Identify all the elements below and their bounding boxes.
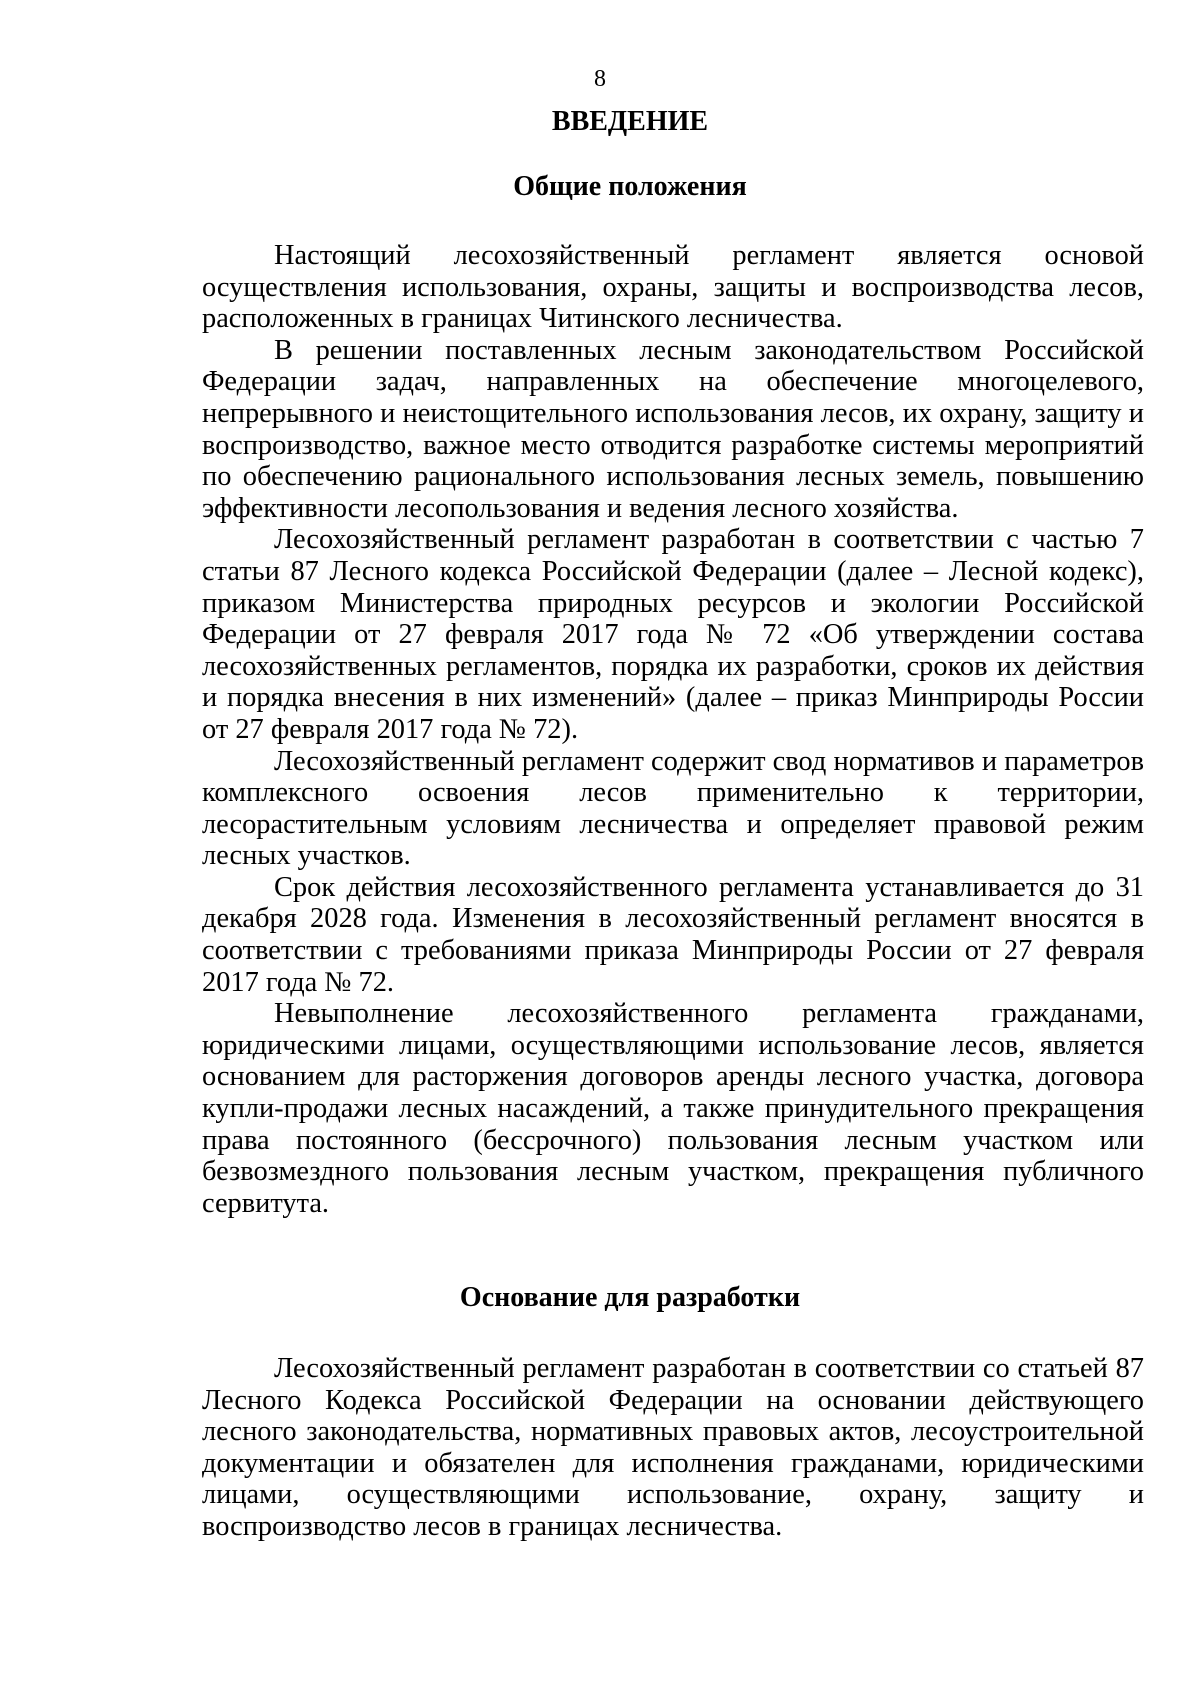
- paragraph: Настоящий лесохозяйственный регламент является основой осуществления использования, охраны, защиты и воспроизводства лесов, расположенных в границах Читинского лесничества.: [202, 240, 1144, 335]
- paragraph: Лесохозяйственный регламент разработан в соответствии с частью 7 статьи 87 Лесного кодекса Российской Федерации (далее – Лесной кодекс), приказом Министерства природных ресурсов и экологии Российской Федерации от 27 февраля 2017 года № 72 «Об утверждении состава лесохозяйственных регламентов, порядка их разработки, сроков их действия и порядка внесения в них изменений» (далее – приказ Минприроды России от 27 февраля 2017 года № 72).: [202, 524, 1144, 745]
- section-title-development-basis: Основание для разработки: [459, 1282, 801, 1313]
- general-provisions-text: [202, 240, 1144, 1219]
- paragraph: Лесохозяйственный регламент разработан в соответствии со статьей 87 Лесного Кодекса Российской Федерации на основании действующего лесного законодательства, нормативных правовых актов, лесоустроительной документации и обязателен для исполнения гражданами, юридическими лицами, осуществляющими использование, охрану, защиту и воспроизводство лесов в границах лесничества.: [202, 1353, 1144, 1542]
- paragraph: Невыполнение лесохозяйственного регламента гражданами, юридическими лицами, осуществляющими использование лесов, является основанием для расторжения договоров аренды лесного участка, договора купли-продажи лесных насаждений, а также принудительного прекращения права постоянного (бессрочного) пользования лесным участком или безвозмездного пользования лесным участком, прекращения публичного сервитута.: [202, 998, 1144, 1219]
- paragraph: Лесохозяйственный регламент содержит свод нормативов и параметров комплексного освоения лесов применительно к территории, лесорастительным условиям лесничества и определяет правовой режим лесных участков.: [202, 745, 1144, 872]
- section-title-general-provisions: Общие положения: [513, 171, 747, 202]
- development-basis-text: [202, 1353, 1144, 1543]
- paragraph: Срок действия лесохозяйственного регламента устанавливается до 31 декабря 2028 года. Изменения в лесохозяйственный регламент вносятся в соответствии с требованиями приказа Минприроды России от 27 февраля 2017 года № 72.: [202, 871, 1144, 998]
- heading-introduction: ВВЕДЕНИЕ: [551, 106, 709, 137]
- page-number: 8: [594, 66, 606, 92]
- paragraph: В решении поставленных лесным законодательством Российской Федерации задач, направленных на обеспечение многоцелевого, непрерывного и неистощительного использования лесов, их охрану, защиту и воспроизводство, важное место отводится разработке системы мероприятий по обеспечению рационального использования лесных земель, повышению эффективности лесопользования и ведения лесного хозяйства.: [202, 334, 1144, 524]
